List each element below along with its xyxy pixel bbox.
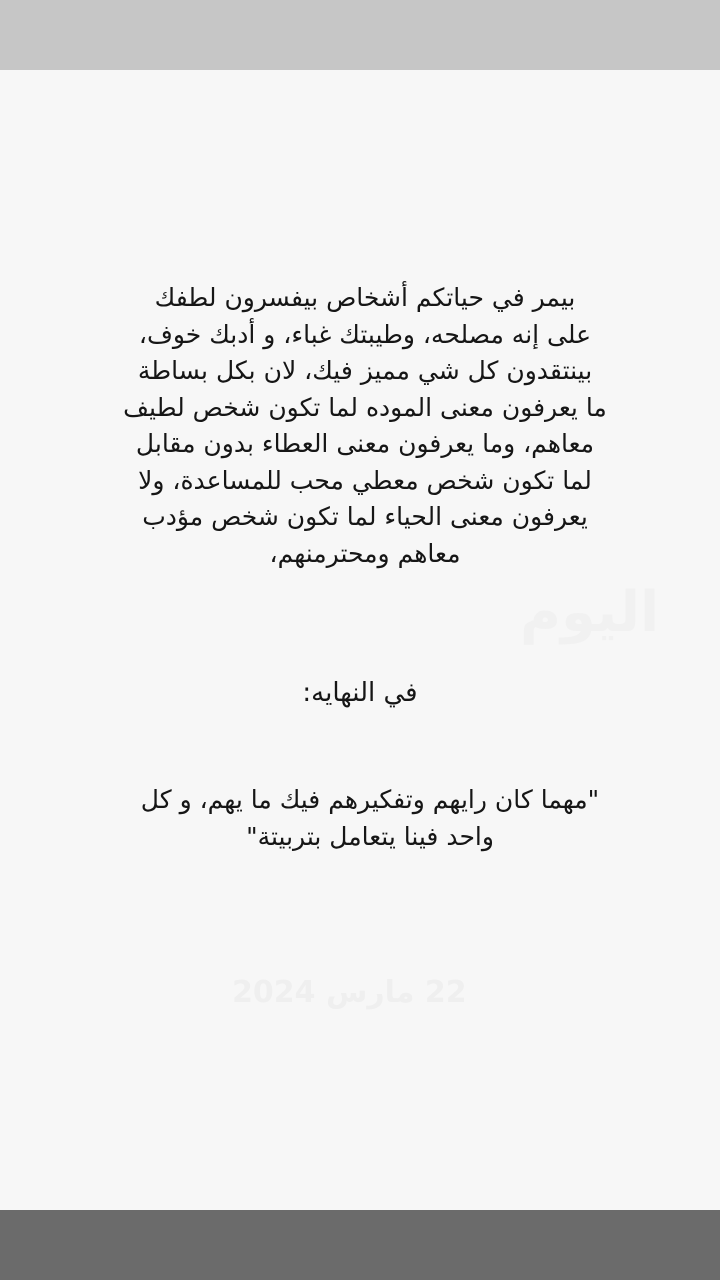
bottom-navigation-bar	[0, 1210, 720, 1280]
paragraph-line: معاهم، وما يعرفون معنى العطاء بدون مقابل	[135, 429, 595, 458]
paragraph-line: معاهم ومحترمنهم،	[269, 538, 461, 568]
paragraph-line: بينتقدون كل شي مميز فيك، لان بكل بساطة	[137, 356, 593, 385]
paragraph-line: يعرفون معنى الحياء لما تكون شخص مؤدب	[142, 502, 588, 531]
main-paragraph	[110, 280, 620, 572]
conclusion-heading: في النهايه:	[302, 678, 418, 708]
quote-line: "مهما كان رايهم وتفكيرهم فيك ما يهم، و كل	[140, 785, 600, 814]
watermark-date-text: 22 مارس 2024	[232, 975, 467, 1010]
paragraph-line: على إنه مصلحه، وطيبتك غباء، و أدبك خوف،	[138, 319, 592, 349]
quote-block	[120, 782, 620, 855]
paragraph-line: لما تكون شخص معطي محب للمساعدة، ولا	[138, 465, 592, 495]
watermark-day-text: اليوم	[520, 580, 660, 645]
top-status-bar	[0, 0, 720, 70]
quote-line: واحد فينا يتعامل بتربيتة"	[246, 821, 494, 851]
paragraph-line: ما يعرفون معنى الموده لما تكون شخص لطيف	[123, 392, 607, 422]
story-content	[0, 70, 720, 1210]
paragraph-line: بيمر في حياتكم أشخاص بيفسرون لطفك	[154, 283, 576, 312]
